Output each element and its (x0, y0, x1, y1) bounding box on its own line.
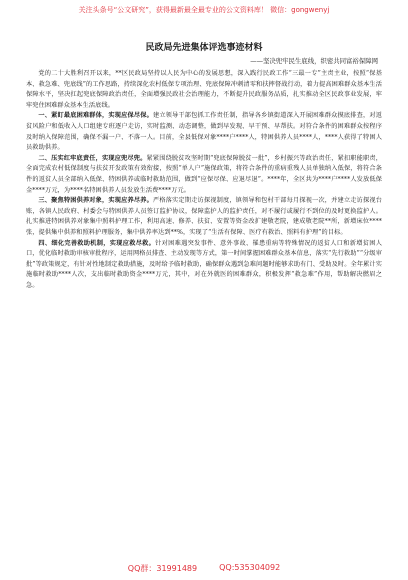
paragraph-body: 严格落实定期走访探视制度，镇领导和包村干部每月探视一次，并建立走访探视台账，各镇人民政府、村委会与特困供养人员签订监护协议，保障监护人的监护责任，对不履行或履行不到位的及时更换监护人。扎实推进特困供养对象集中照料护理工作，利用高速、修养、扶贫、安置等资金改扩建敬老院，建成敬老院**所，新增床位****张，提供集中供养和照料护理服务，集中供养率达到**%，实现了“生活有保障、医疗有救治、照料有护理”的目标。 (26, 197, 382, 236)
paragraph (26, 154, 382, 196)
paragraph-body: 紧紧围绕脱贫攻坚时期“兜底保障脱贫一批”，乡村振兴等政治责任，紧扣职能职责，全面完成农村低保制度与扶贫开发政策有效衔接，按照“单人户”施保政策，将符合条件的重病重残人员单独纳入低保，将符合条件的返贫人员全部纳入低保、特困供养或临时救助范围，做到“应保尽保、应退尽退”。****年，全区共为****户****人发放低保金****万元，为****名特困供养人员发放生活费****万元。 (26, 154, 383, 194)
paragraph-heading: 四、细化完善救助机制，实现应救尽救。 (38, 239, 156, 247)
header-banner (0, 2, 408, 18)
footer-contact (0, 563, 408, 574)
banner-text: 关注头条号“公文研究”，获得最新最全最专业的公文资料库！ 微信：gongwenyj (78, 6, 330, 14)
paragraph (26, 196, 382, 238)
paragraph-body: 建立领导干部包抓工作责任制，指导各乡镇街道深入开展困难群众摸底排查，对返贫风险户和低收入人口组建专班逐户走访，实时监测、动态调整，做到早发现、早干预、早帮扶。对符合条件的困难群众按程序及时纳入保障范围，确保不漏一户、不落一人。目前，全县低保对象****户****人，特困供养人员****人，****人获得了特困人员救助供养。 (26, 112, 382, 152)
paragraph-heading: 二、压实红牢底责任，实现应兜尽兜。 (38, 154, 147, 162)
document-subtitle: ——坚决兜牢民生底线，织密共同富裕保障网 (250, 57, 378, 65)
paragraph-heading: 一、紧盯最底困难群体，实现应保尽保。 (38, 112, 153, 120)
paragraph-list (26, 69, 382, 291)
paragraph (26, 111, 382, 153)
paragraph-heading: 三、聚焦特困供养对象，实现应养尽养。 (38, 197, 153, 205)
document-body (26, 42, 382, 291)
paragraph-body: 党的二十大胜利召开以来，**区民政局坚持以人民为中心的发展思想，深入践行民政工作“三最一专”主责主业，按照“保基本、救急难、兜底线”的工作思路，持续深化农村低保专项治理、兜底保障冲刺清零和扶摔督战行动，着力提高困难群众基本生活保障水平，坚决扛起兜底保障政治责任，全面增强民政社会治理能力，不断提升民政服务品质，扎实推动全区民政事业发展，牢牢兜住困难群众基本生活底线。 (26, 70, 382, 109)
document-title: 民政局先进集体评选事迹材料 (145, 43, 263, 53)
paragraph (26, 69, 382, 111)
footer-qq-group: QQ群：31991489 (127, 564, 198, 573)
paragraph-body: 针对困难遇突发事件、意外事故、罹患重病等特殊情况的返贫人口和新增贫困人口，优化临时救助审核审批程序，运用网格员排查、主动发现等方式，第一时间掌握困难群众基本信息，落实“先行救助”“分级审批”等政策规定，有针对性地制定救助措施，及时给予临时救助，确保群众遇到急难问题时能够求助有门、受助及时。全年累计实施临时救助****人次，支出临时救助资金****万元，其中，对在外就医的困难群众，积极发挥“救急难”作用，帮助解决燃眉之急。 (26, 239, 382, 289)
footer-qq: QQ:535304092 (219, 563, 281, 572)
paragraph (26, 239, 382, 292)
